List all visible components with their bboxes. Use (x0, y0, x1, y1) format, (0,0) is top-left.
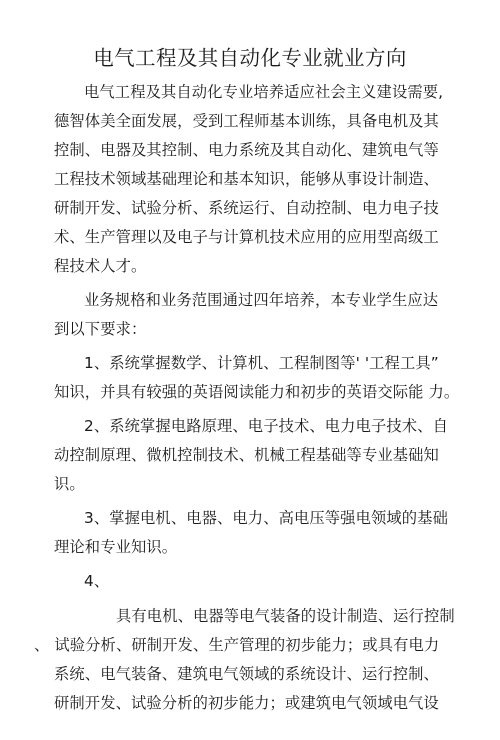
paragraph-line: 动控制原理、微机控制技术、机械工程基础等专业基础知 (54, 446, 439, 464)
paragraph-line: 、 试验分析、研制开发、生产管理的初步能力；或具有电力 (34, 636, 440, 654)
paragraph-line: 工程技术领域基础理论和基本知识，能够从事设计制造、 (54, 170, 439, 188)
paragraph-line: 程技术人才。 (54, 257, 147, 275)
paragraph-line: 2、系统掌握电路原理、电子技术、电力电子技术、自 (84, 417, 448, 435)
paragraph-line: 具有电机、电器等电气装备的设计制造、运行控制 (116, 607, 455, 625)
paragraph-line: 1、系统掌握数学、计算机、工程制图等' '工程工具” (84, 354, 439, 372)
paragraph-line: 德智体美全面发展，受到工程师基本训练，具备电机及其 (54, 112, 439, 130)
paragraph-line: 知识，并具有较强的英语阅读能力和初步的英语交际能 力。 (54, 383, 460, 401)
paragraph-line: 电气工程及其自动化专业培养适应社会主义建设需要, (84, 83, 444, 101)
paragraph-line: 理论和专业知识。 (54, 538, 178, 556)
paragraph-line: 业务规格和业务范围通过四年培养，本专业学生应达 (84, 291, 439, 309)
paragraph-line: 控制、电器及其控制、电力系统及其自动化、建筑电气等 (54, 141, 439, 159)
paragraph-line: 术、生产管理以及电子与计算机技术应用的应用型高级工 (54, 228, 439, 246)
paragraph-line: 识。 (54, 475, 85, 493)
paragraph-line: 到以下要求： (54, 320, 147, 338)
document-title: 电气工程及其自动化专业就业方向 (93, 46, 407, 70)
paragraph-line: 系统、电气装备、建筑电气领域的系统设计、运行控制、 (54, 665, 439, 683)
paragraph-line: 研制开发、试验分析、系统运行、自动控制、电力电子技 (54, 199, 439, 217)
paragraph-line: 3、掌握电机、电器、电力、高电压等强电领域的基础 (84, 509, 448, 527)
paragraph-line: 4、 (84, 572, 110, 590)
paragraph-line: 研制开发、试验分析的初步能力；或建筑电气领域电气设 (54, 694, 439, 712)
